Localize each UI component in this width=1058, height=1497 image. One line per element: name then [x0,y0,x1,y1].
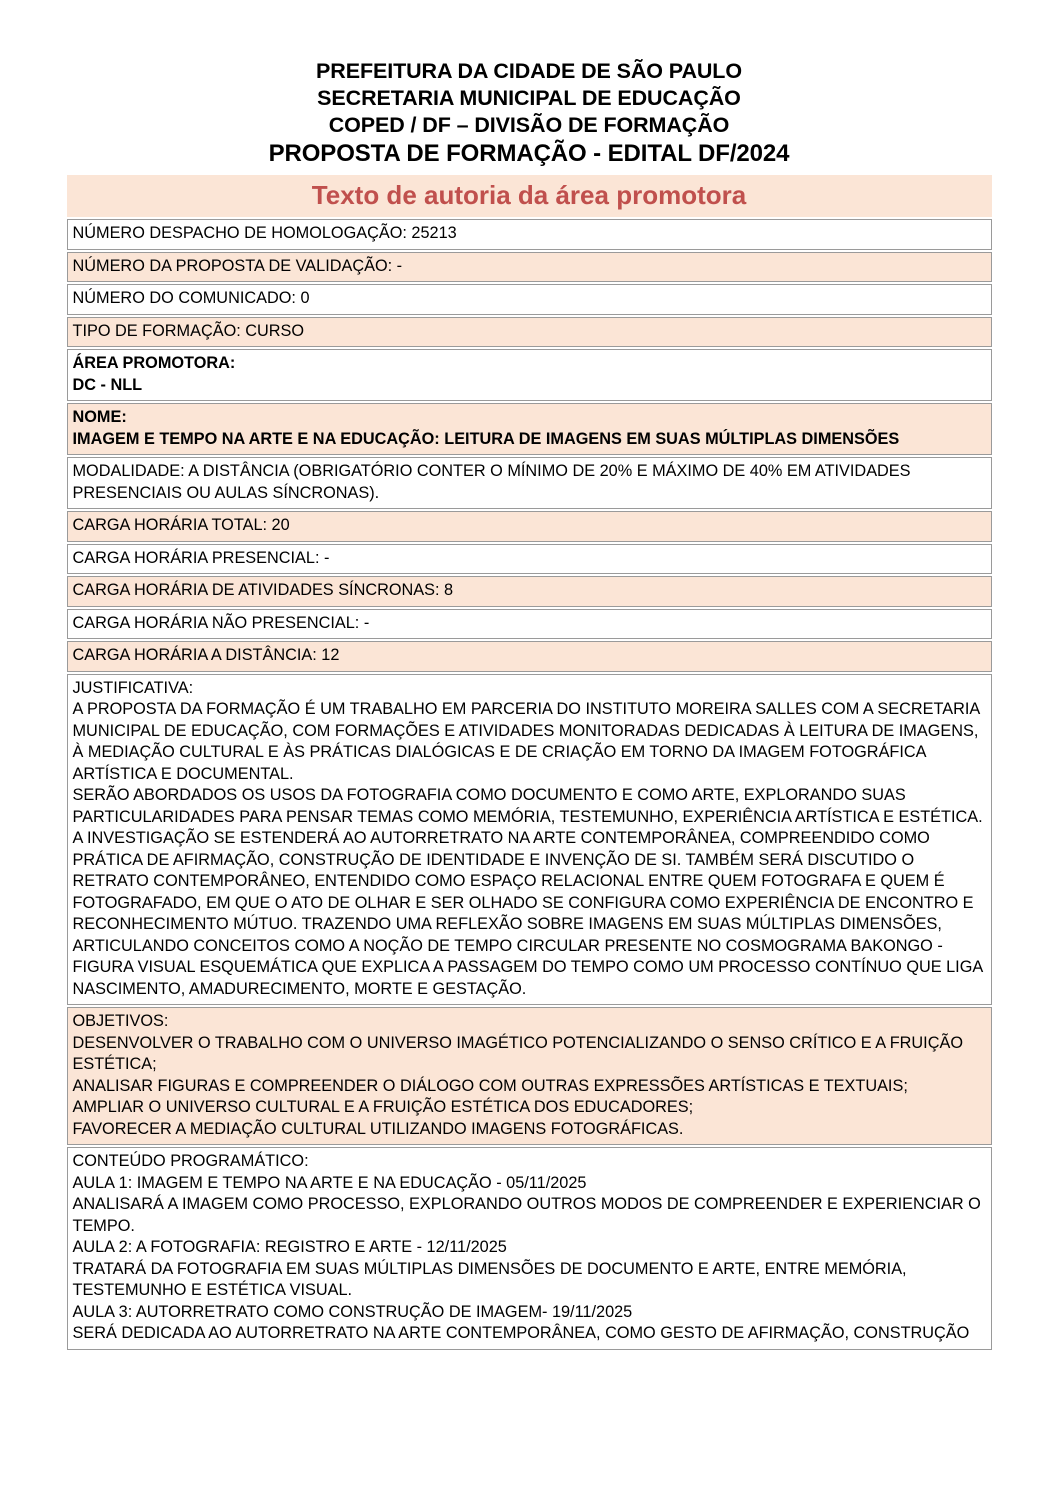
objetivos-item-2: ANALISAR FIGURAS E COMPREENDER O DIÁLOGO COM OUTRAS EXPRESSÕES ARTÍSTICAS E TEXTUAIS; [72,1076,908,1095]
justificativa-paragraph-3: A INVESTIGAÇÃO SE ESTENDERÁ AO AUTORRETRATO NA ARTE CONTEMPORÂNEA, COMPREENDIDO COMO PRÁTICA DE AFIRMAÇÃO, CONSTRUÇÃO DE IDENTIDADE E INVENÇÃO DE SI. TAMBÉM SERÁ DISCUTIDO O RETRATO CONTEMPORÂNEO, ENTENDIDO COMO ESPAÇO RELACIONAL ENTRE QUEM FOTOGRAFA E QUEM É FOTOGRAFADO, EM QUE O ATO DE OLHAR E SER OLHADO SE CONFIGURA COMO EXPERIÊNCIA DE ENCONTRO E RECONHECIMENTO MÚTUO. TRAZENDO UMA REFLEXÃO SOBRE IMAGENS EM SUAS MÚLTIPLAS DIMENSÕES, ARTICULANDO CONCEITOS COMO A NOÇÃO DE TEMPO CIRCULAR PRESENTE NO COSMOGRAMA BAKONGO - FIGURA VISUAL ESQUEMÁTICA QUE EXPLICA A PASSAGEM DO TEMPO COMO UM PROCESSO CONTÍNUO QUE LIGA NASCIMENTO, AMADURECIMENTO, MORTE E GESTAÇÃO. [72,829,983,998]
table-row-area-promotora [67,349,992,401]
author-area-banner [67,175,992,217]
header-line-proposta: PROPOSTA DE FORMAÇÃO - EDITAL DF/2024 [268,140,790,167]
carga-horaria-sincronas-text: CARGA HORÁRIA DE ATIVIDADES SÍNCRONAS: 8 [72,581,454,599]
table-row-objetivos [67,1007,992,1145]
header-line-coped: COPED / DF – DIVISÃO DE FORMAÇÃO [328,113,730,137]
cell-conteudo-programatico [67,1147,992,1350]
cell-carga-horaria-sincronas [67,576,992,607]
header-line-prefeitura: PREFEITURA DA CIDADE DE SÃO PAULO [316,59,742,83]
cell-proposta-validacao [67,252,992,283]
despacho-text: NÚMERO DESPACHO DE HOMOLOGAÇÃO: 25213 [72,224,457,242]
modalidade-text: MODALIDADE: A DISTÂNCIA (OBRIGATÓRIO CONTER O MÍNIMO DE 20% E MÁXIMO DE 40% EM ATIVIDADES PRESENCIAIS OU AULAS SÍNCRONAS). [72,462,911,502]
conteudo-aula3-desc: SERÁ DEDICADA AO AUTORRETRATO NA ARTE CONTEMPORÂNEA, COMO GESTO DE AFIRMAÇÃO, CONSTRUÇÃO [72,1324,970,1342]
comunicado-text: NÚMERO DO COMUNICADO: 0 [72,289,310,307]
table-row-carga-horaria-sincronas [67,576,992,607]
table-row-tipo-formacao [67,317,992,348]
tipo-formacao-text: TIPO DE FORMAÇÃO: CURSO [72,321,305,340]
conteudo-aula1-title: AULA 1: IMAGEM E TEMPO NA ARTE E NA EDUCAÇÃO - 05/11/2025 [72,1173,587,1192]
cell-carga-horaria-presencial [67,544,992,575]
author-area-banner-text: Texto de autoria da área promotora [311,180,747,210]
proposta-validacao-text: NÚMERO DA PROPOSTA DE VALIDAÇÃO: - [72,256,403,275]
objetivos-label: OBJETIVOS: [72,1012,169,1030]
document-header [0,0,1058,169]
table-row-carga-horaria-presencial [67,544,992,575]
cell-modalidade [67,457,992,509]
conteudo-label: CONTEÚDO PROGRAMÁTICO: [72,1152,309,1170]
justificativa-label: JUSTIFICATIVA: [72,678,194,697]
cell-carga-horaria-total [67,511,992,542]
nome-value: IMAGEM E TEMPO NA ARTE E NA EDUCAÇÃO: LEITURA DE IMAGENS EM SUAS MÚLTIPLAS DIMENSÕES [72,429,900,448]
objetivos-item-3: AMPLIAR O UNIVERSO CULTURAL E A FRUIÇÃO ESTÉTICA DOS EDUCADORES; [72,1098,694,1116]
table-row-proposta-validacao [67,252,992,283]
conteudo-aula3-title: AULA 3: AUTORRETRATO COMO CONSTRUÇÃO DE IMAGEM- 19/11/2025 [72,1302,633,1321]
conteudo-aula2-desc: TRATARÁ DA FOTOGRAFIA EM SUAS MÚLTIPLAS DIMENSÕES DE DOCUMENTO E ARTE, ENTRE MEMÓRIA, TESTEMUNHO E ESTÉTICA VISUAL. [72,1259,907,1299]
proposal-table [67,217,992,1352]
table-row-carga-horaria-total [67,511,992,542]
cell-comunicado [67,284,992,315]
table-row-justificativa [67,674,992,1006]
conteudo-aula2-title: AULA 2: A FOTOGRAFIA: REGISTRO E ARTE - 12/11/2025 [72,1238,507,1256]
carga-horaria-presencial-text: CARGA HORÁRIA PRESENCIAL: - [72,548,330,567]
carga-horaria-nao-presencial-text: CARGA HORÁRIA NÃO PRESENCIAL: - [72,613,370,632]
area-promotora-value: DC - NLL [72,375,143,394]
table-row-carga-horaria-nao-presencial [67,609,992,640]
objetivos-item-4: FAVORECER A MEDIAÇÃO CULTURAL UTILIZANDO IMAGENS FOTOGRÁFICAS. [72,1119,684,1138]
table-row-despacho [67,219,992,250]
cell-despacho [67,219,992,250]
cell-justificativa [67,674,992,1006]
nome-label: NOME: [72,408,127,426]
justificativa-paragraph-1: A PROPOSTA DA FORMAÇÃO É UM TRABALHO EM PARCERIA DO INSTITUTO MOREIRA SALLES COM A SECRETARIA MUNICIPAL DE EDUCAÇÃO, COM FORMAÇÕES E ATIVIDADES MONITORADAS DEDICADAS À LEITURA DE IMAGENS, À MEDIAÇÃO CULTURAL E ÀS PRÁTICAS DIALÓGICAS E DE CRIAÇÃO EM TORNO DA IMAGEM FOTOGRÁFICA ARTÍSTICA E DOCUMENTAL. [72,700,980,783]
table-row-comunicado [67,284,992,315]
header-line-secretaria: SECRETARIA MUNICIPAL DE EDUCAÇÃO [317,86,741,110]
area-promotora-label: ÁREA PROMOTORA: [72,354,236,372]
carga-horaria-total-text: CARGA HORÁRIA TOTAL: 20 [72,516,290,534]
cell-area-promotora [67,349,992,401]
justificativa-paragraph-2: SERÃO ABORDADOS OS USOS DA FOTOGRAFIA COMO DOCUMENTO E COMO ARTE, EXPLORANDO SUAS PARTICULARIDADES PARA PENSAR TEMAS COMO MEMÓRIA, TESTEMUNHO, EXPERIÊNCIA ARTÍSTICA E ESTÉTICA. [72,786,983,826]
carga-horaria-distancia-text: CARGA HORÁRIA A DISTÂNCIA: 12 [72,646,340,664]
table-row-nome [67,403,992,455]
cell-objetivos [67,1007,992,1145]
cell-carga-horaria-nao-presencial [67,609,992,640]
table-row-modalidade [67,457,992,509]
table-row-carga-horaria-distancia [67,641,992,672]
objetivos-item-1: DESENVOLVER O TRABALHO COM O UNIVERSO IMAGÉTICO POTENCIALIZANDO O SENSO CRÍTICO E A FRUIÇÃO ESTÉTICA; [72,1033,963,1073]
cell-tipo-formacao [67,317,992,348]
cell-nome [67,403,992,455]
cell-carga-horaria-distancia [67,641,992,672]
table-row-conteudo-programatico [67,1147,992,1350]
conteudo-aula1-desc: ANALISARÁ A IMAGEM COMO PROCESSO, EXPLORANDO OUTROS MODOS DE COMPREENDER E EXPERIENCIAR O TEMPO. [72,1195,981,1235]
